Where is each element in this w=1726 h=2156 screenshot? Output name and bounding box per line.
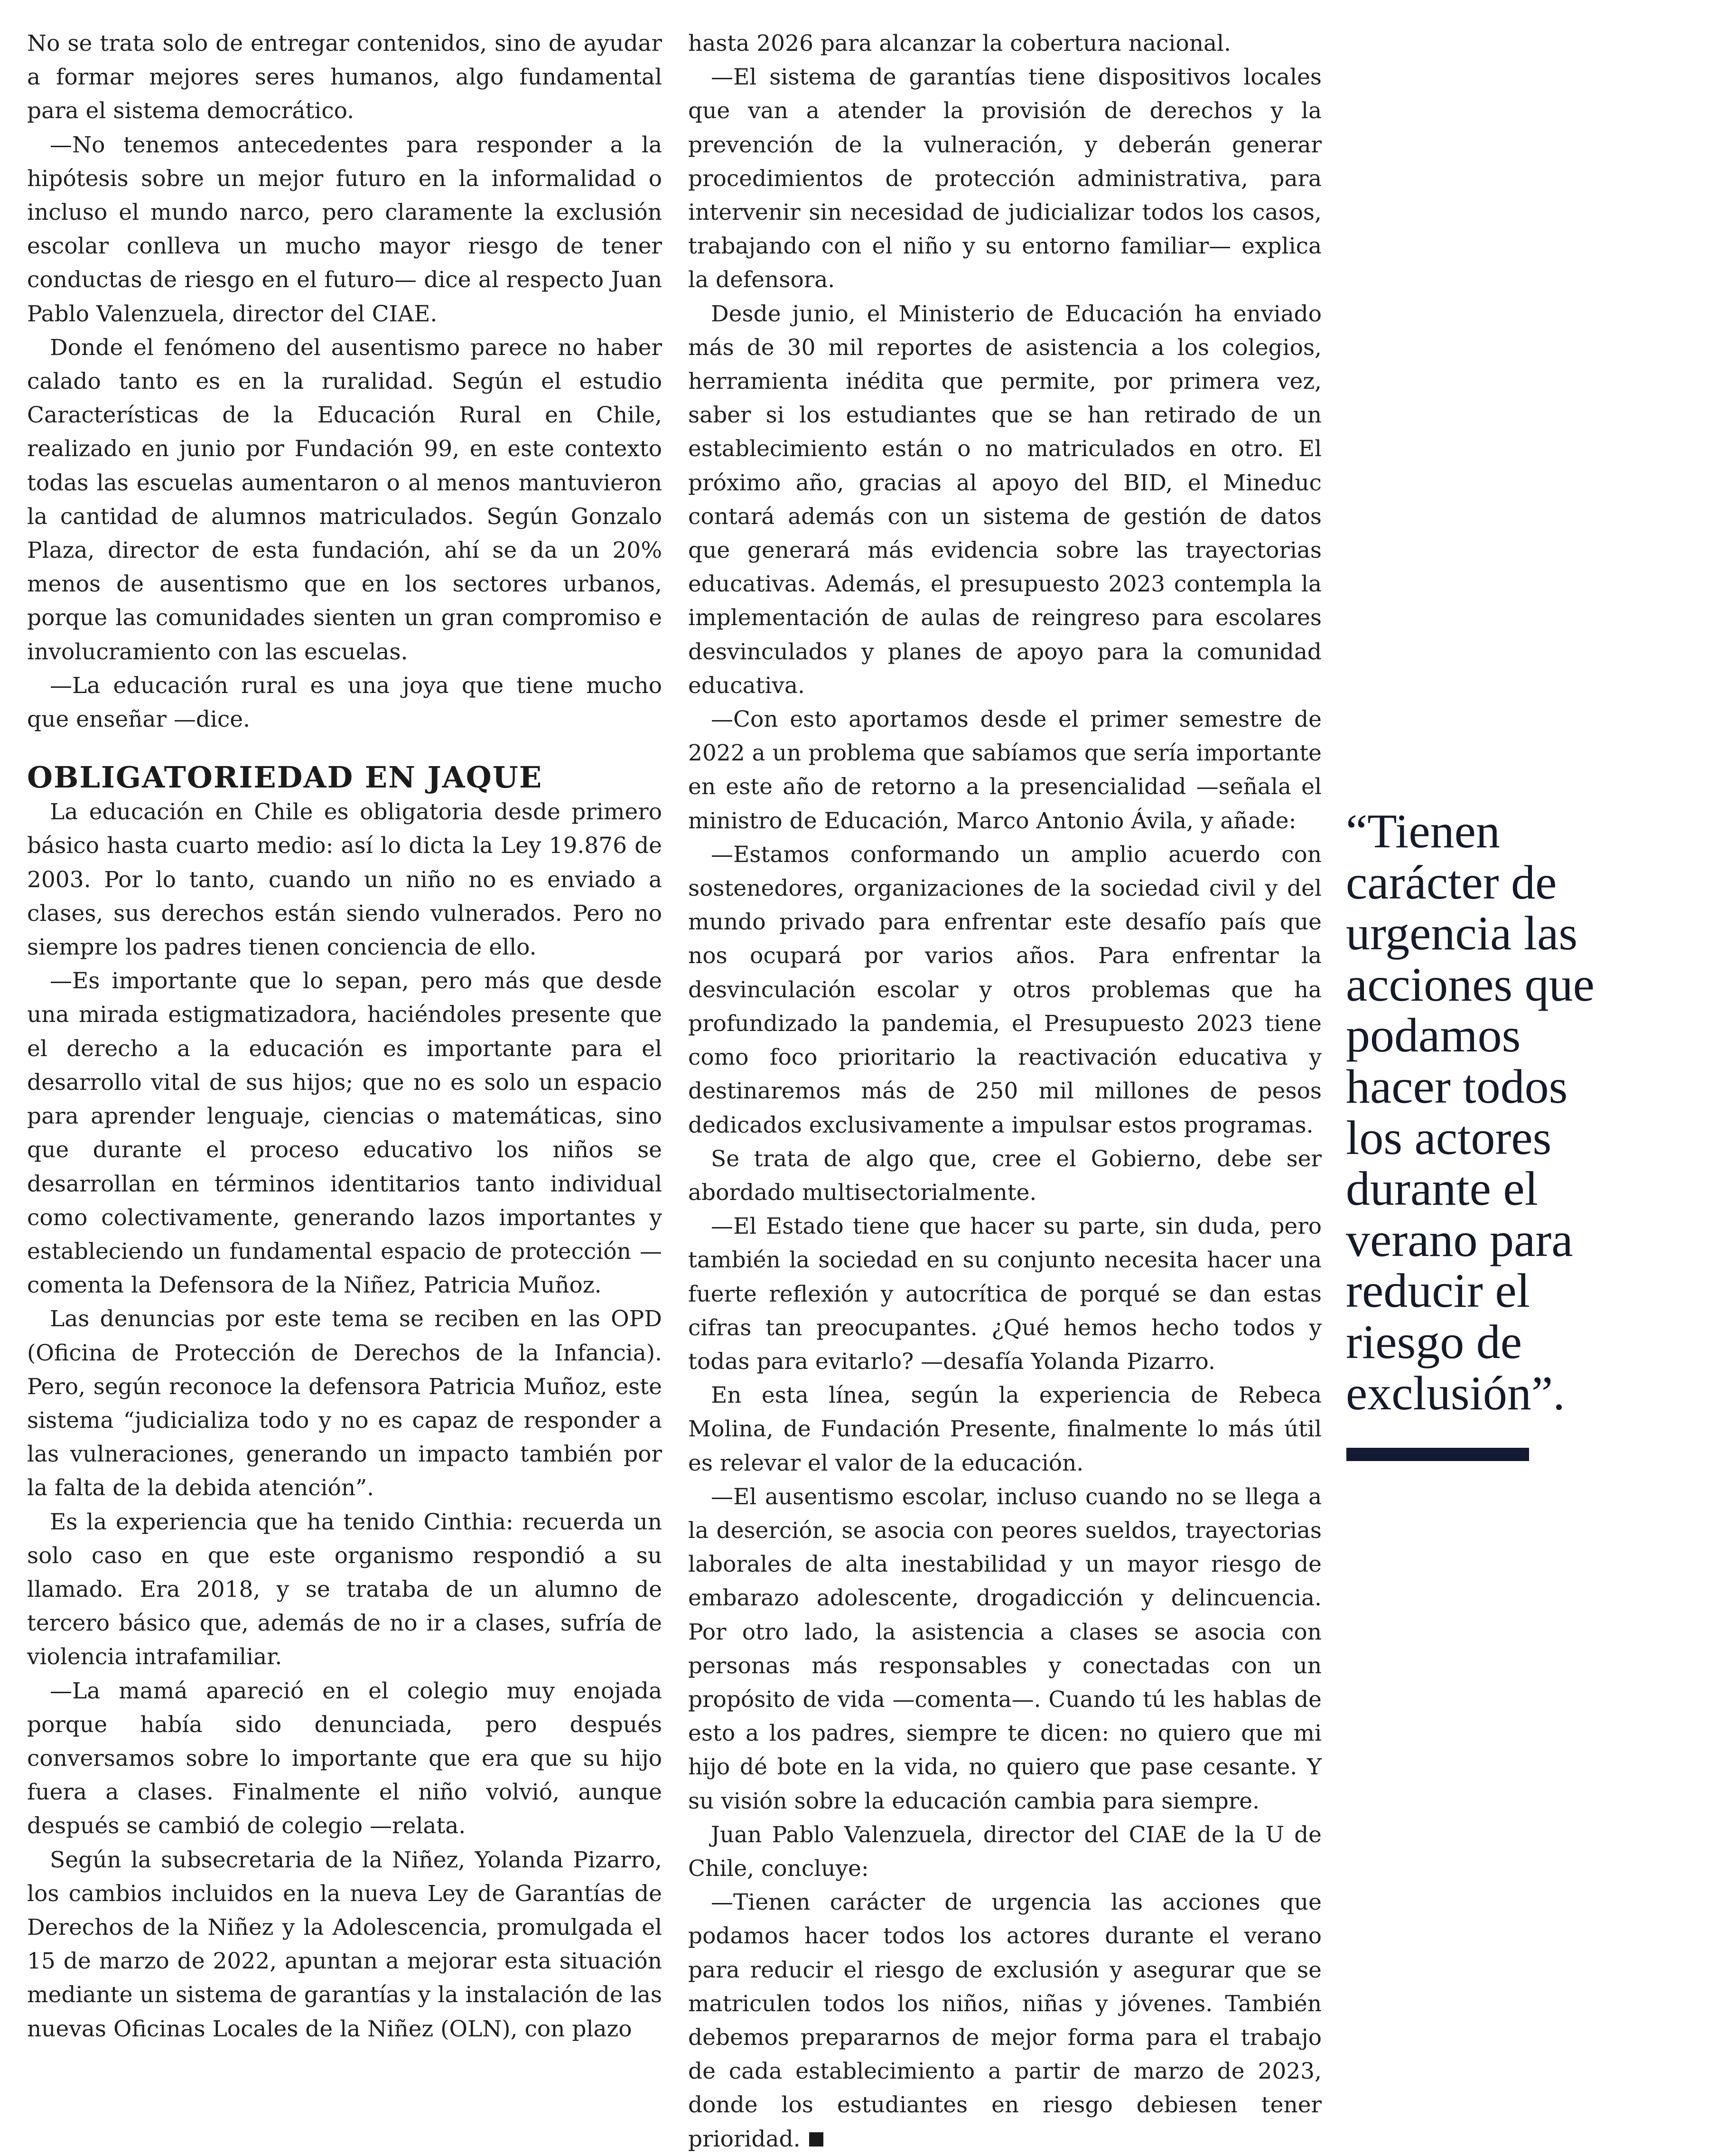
- pull-quote-rule: [1346, 1448, 1529, 1461]
- article-paragraph: —El Estado tiene que hacer su parte, sin duda, pero también la sociedad en su conjunto necesita hacer una fuerte reflexión y autocrítica de porqué se dan estas cifras tan preocupantes. ¿Qué hemos hecho todos y todas para evitarlo? —desafía Yolanda Pizarro.: [688, 1213, 1322, 1375]
- pull-quote-line: exclusión”.: [1346, 1366, 1565, 1420]
- article-paragraph: —Con esto aportamos desde el primer semestre de 2022 a un problema que sabíamos que sería importante en este año de retorno a la presencialidad —señala el ministro de Educación, Marco Antonio Ávila, y añade:: [688, 706, 1322, 834]
- article-paragraph: —El sistema de garantías tiene dispositivos locales que van a atender la provisión de derechos y la prevención de la vulneración, y deberán generar procedimientos de protección administrativa, para intervenir sin necesidad de judicializar todos los casos, trabajando con el niño y su entorno familiar— explica la defensora.: [688, 64, 1322, 293]
- pull-quote-line: acciones que: [1346, 957, 1595, 1012]
- pull-quote-line: durante el: [1346, 1162, 1538, 1216]
- article-paragraph: —Es importante que lo sepan, pero más que desde una mirada estigmatizadora, haciéndoles presente que el derecho a la educación es importante para el desarrollo vital de sus hijos; que no es solo un espacio para aprender lenguaje, ciencias o matemáticas, sino que durante el proceso educativo los niños se desarrollan en términos identitarios tanto individual como colectivamente, generando lazos importantes y estableciendo un fundamental espacio de protección —comenta la Defensora de la Niñez, Patricia Muñoz.: [27, 968, 662, 1299]
- left-column: [27, 27, 662, 2046]
- article-paragraph: Las denuncias por este tema se reciben en las OPD (Oficina de Protección de Derechos de la Infancia). Pero, según reconoce la defensora Patricia Muñoz, este sistema “judicializa todo y no es capaz de responder a las vulneraciones, generando un impacto también por la falta de la debida atención”.: [27, 1306, 662, 1501]
- pull-quote-line: “Tienen: [1346, 805, 1500, 858]
- article-paragraph: Según la subsecretaria de la Niñez, Yolanda Pizarro, los cambios incluidos en la nueva Ley de Garantías de Derechos de la Niñez y la Adolescencia, promulgada el 15 de marzo de 2022, apuntan a mejorar esta situación mediante un sistema de garantías y la instalación de las nuevas Oficinas Locales de la Niñez (OLN), con plazo: [27, 1847, 662, 2042]
- article-paragraph: Es la experiencia que ha tenido Cinthia: recuerda un solo caso en que este organismo respondió a su llamado. Era 2018, y se trataba de un alumno de tercero básico que, además de no ir a clases, sufría de violencia intrafamiliar.: [27, 1509, 662, 1670]
- middle-paragraphs: [688, 27, 1322, 2156]
- article-paragraph: No se trata solo de entregar contenidos, sino de ayudar a formar mejores seres humanos, algo fundamental para el sistema democrático.: [27, 30, 662, 124]
- pull-quote-line: verano para: [1346, 1213, 1573, 1267]
- middle-column: [688, 27, 1322, 2156]
- pull-quote-line: podamos: [1346, 1009, 1521, 1063]
- pull-quote-line: riesgo de: [1346, 1315, 1522, 1369]
- pull-quote-line: carácter de: [1346, 855, 1557, 909]
- article-paragraph: —Estamos conformando un amplio acuerdo con sostenedores, organizaciones de la sociedad civil y del mundo privado para enfrentar este desafío país que nos ocupará por varios años. Para enfrentar la desvinculación escolar y otros problemas que ha profundizado la pandemia, el Presupuesto 2023 tiene como foco prioritario la reactivación educativa y destinaremos más de 250 mil millones de pesos dedicados exclusivamente a impulsar estos programas.: [688, 841, 1322, 1138]
- pull-quote: [1346, 806, 1707, 1419]
- left-paragraphs-after-heading: [27, 795, 662, 2046]
- section-heading: OBLIGATORIEDAD EN JAQUE: [27, 760, 543, 795]
- article-paragraph: Se trata de algo que, cree el Gobierno, debe ser abordado multisectorialmente.: [688, 1145, 1322, 1206]
- article-paragraph: La educación en Chile es obligatoria desde primero básico hasta cuarto medio: así lo dicta la Ley 19.876 de 2003. Por lo tanto, cuando un niño no es enviado a clases, sus derechos están siendo vulnerados. Pero no siempre los padres tienen conciencia de ello.: [27, 799, 662, 961]
- pull-quote-line: urgencia las: [1346, 907, 1578, 961]
- article-paragraph: —La mamá apareció en el colegio muy enojada porque había sido denunciada, pero después conversamos sobre lo importante que era que su hijo fuera a clases. Finalmente el niño volvió, aunque después se cambió de colegio —relata.: [27, 1678, 662, 1839]
- article-paragraph: —El ausentismo escolar, incluso cuando no se llega a la deserción, se asocia con peores sueldos, trayectorias laborales de alta inestabilidad y un mayor riesgo de embarazo adolescente, drogadicción y delincuencia. Por otro lado, la asistencia a clases se asocia con personas más responsables y conectadas con un propósito de vida —comenta—. Cuando tú les hablas de esto a los padres, siempre te dicen: no quiero que mi hijo dé bote en la vida, no quiero que pase cesante. Y su visión sobre la educación cambia para siempre.: [688, 1483, 1322, 1814]
- article-paragraph: hasta 2026 para alcanzar la cobertura nacional.: [688, 30, 1231, 56]
- pull-quote-line: los actores: [1346, 1111, 1552, 1165]
- end-of-article-mark: [809, 2132, 823, 2147]
- article-paragraph: —Tienen carácter de urgencia las acciones que podamos hacer todos los actores durante el verano para reducir el riesgo de exclusión y asegurar que se matriculen todos los niños, niñas y jóvenes. También debemos prepararnos de mejor forma para el trabajo de cada establecimiento a partir de marzo de 2023, donde los estudiantes en riesgo debiesen tener prioridad.: [688, 1889, 1322, 2152]
- article-paragraph: Desde junio, el Ministerio de Educación ha enviado más de 30 mil reportes de asistencia a los colegios, herramienta inédita que permite, por primera vez, saber si los estudiantes que se han retirado de un establecimiento están o no matriculados en otro. El próximo año, gracias al apoyo del BID, el Mineduc contará además con un sistema de gestión de datos que generará más evidencia sobre las trayectorias educativas. Además, el presupuesto 2023 contempla la implementación de aulas de reingreso para escolares desvinculados y planes de apoyo para la comunidad educativa.: [688, 300, 1322, 699]
- article-paragraph: En esta línea, según la experiencia de Rebeca Molina, de Fundación Presente, finalmente lo más útil es relevar el valor de la educación.: [688, 1382, 1322, 1476]
- pull-quote-line: reducir el: [1346, 1264, 1530, 1318]
- left-paragraphs-before-heading: [27, 27, 662, 736]
- article-paragraph: Donde el fenómeno del ausentismo parece no haber calado tanto es en la ruralidad. Según el estudio Características de la Educación Rural en Chile, realizado en junio por Fundación 99, en este contexto todas las escuelas aumentaron o al menos mantuvieron la cantidad de alumnos matriculados. Según Gonzalo Plaza, director de esta fundación, ahí se da un 20% menos de ausentismo que en los sectores urbanos, porque las comunidades sienten un gran compromiso e involucramiento con las escuelas.: [27, 334, 662, 665]
- article-paragraph: Juan Pablo Valenzuela, director del CIAE de la U de Chile, concluye:: [688, 1821, 1322, 1882]
- article-paragraph: —No tenemos antecedentes para responder a la hipótesis sobre un mejor futuro en la informalidad o incluso el mundo narco, pero claramente la exclusión escolar conlleva un mucho mayor riesgo de tener conductas de riesgo en el futuro— dice al respecto Juan Pablo Valenzuela, director del CIAE.: [27, 131, 662, 327]
- pull-quote-line: hacer todos: [1346, 1059, 1568, 1114]
- article-paragraph: —La educación rural es una joya que tiene mucho que enseñar —dice.: [27, 672, 662, 733]
